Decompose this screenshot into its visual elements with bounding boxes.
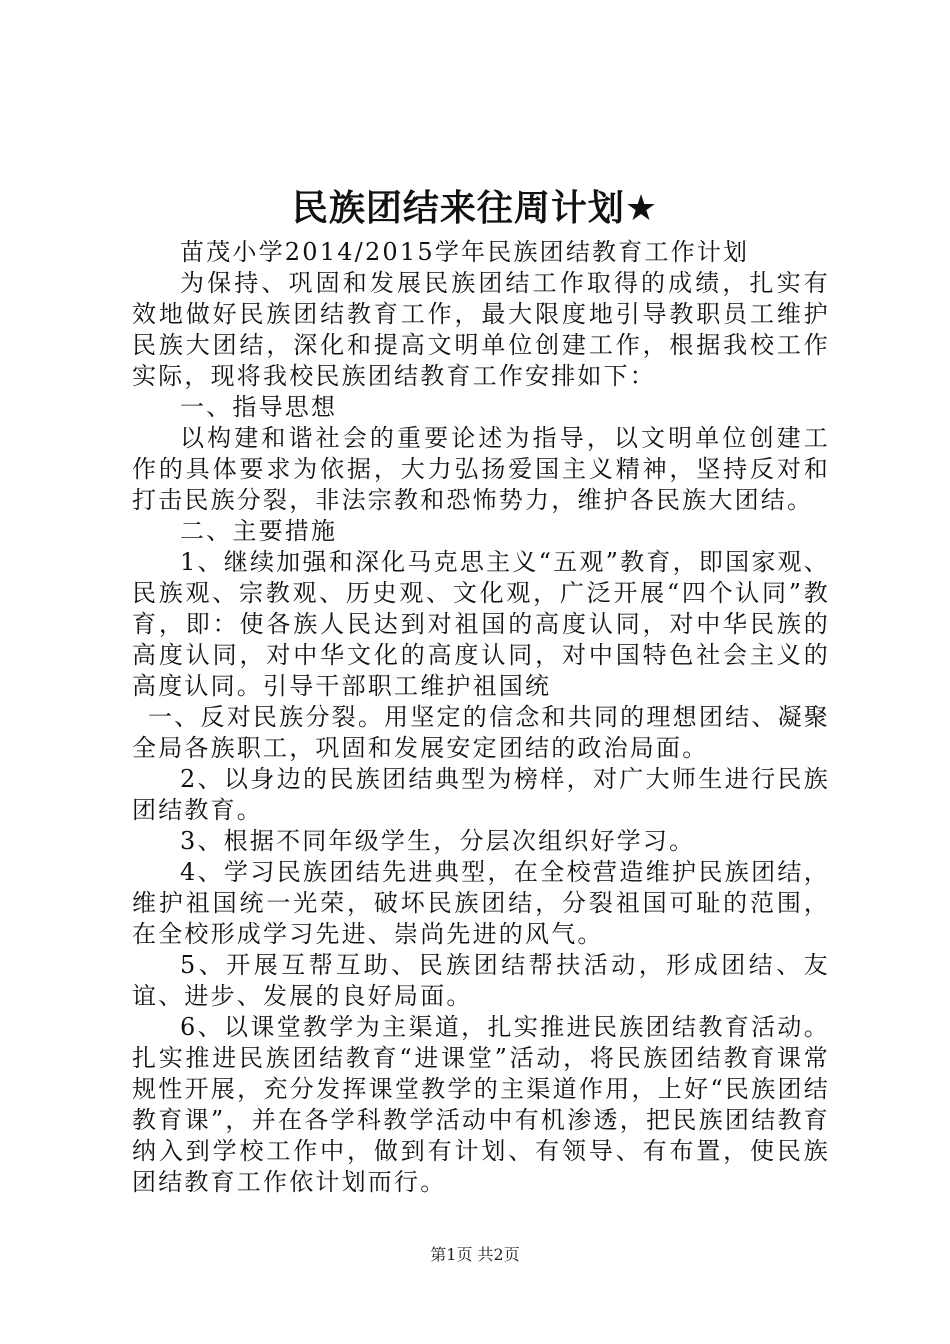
paragraph-measure-2: 2、以身边的民族团结典型为榜样，对广大师生进行民族团结教育。	[132, 765, 830, 824]
paragraph-guiding-thought: 以构建和谐社会的重要论述为指导，以文明单位创建工作的具体要求为依据，大力弘扬爱国主义精神，坚持反对和打击民族分裂，非法宗教和恐怖势力，维护各民族大团结。	[132, 424, 830, 514]
document-body	[132, 237, 830, 1198]
paragraph-measure-6: 6、以课堂教学为主渠道，扎实推进民族团结教育活动。扎实推进民族团结教育“进课堂”活动，将民族团结教育课常规性开展，充分发挥课堂教学的主渠道作用，上好“民族团结教育课”，并在各学科教学活动中有机渗透，把民族团结教育纳入到学校工作中，做到有计划、有领导、有布置，使民族团结教育工作依计划而行。	[132, 1013, 830, 1196]
page-indicator: 第1页 共2页	[430, 1245, 520, 1264]
paragraph-measure-3: 3、根据不同年级学生，分层次组织好学习。	[180, 827, 696, 855]
paragraph-measure-1: 1、继续加强和深化马克思主义“五观”教育，即国家观、民族观、宗教观、历史观、文化观，广泛开展“四个认同”教育，即：使各族人民达到对祖国的高度认同，对中华民族的高度认同，对中华文化的高度认同，对中国特色社会主义的高度认同。引导干部职工维护祖国统	[132, 548, 830, 700]
paragraph-measure-4: 4、学习民族团结先进典型，在全校营造维护民族团结，维护祖国统一光荣，破坏民族团结，分裂祖国可耻的范围，在全校形成学习先进、崇尚先进的风气。	[132, 858, 830, 948]
section-heading-guiding-thought: 一、指导思想	[180, 393, 338, 421]
document-subtitle: 苗茂小学2014/2015学年民族团结教育工作计划	[180, 238, 750, 266]
document-title: 民族团结来往周计划★	[291, 188, 659, 229]
section-heading-main-measures: 二、主要措施	[180, 517, 338, 545]
paragraph-oppose-separatism: 一、反对民族分裂。用坚定的信念和共同的理想团结、凝聚全局各族职工，巩固和发展安定团结的政治局面。	[132, 703, 830, 762]
paragraph-measure-5: 5、开展互帮互助、民族团结帮扶活动，形成团结、友谊、进步、发展的良好局面。	[132, 951, 830, 1010]
paragraph-intro: 为保持、巩固和发展民族团结工作取得的成绩，扎实有效地做好民族团结教育工作，最大限度地引导教职员工维护民族大团结，深化和提高文明单位创建工作，根据我校工作实际，现将我校民族团结教育工作安排如下：	[132, 269, 830, 390]
